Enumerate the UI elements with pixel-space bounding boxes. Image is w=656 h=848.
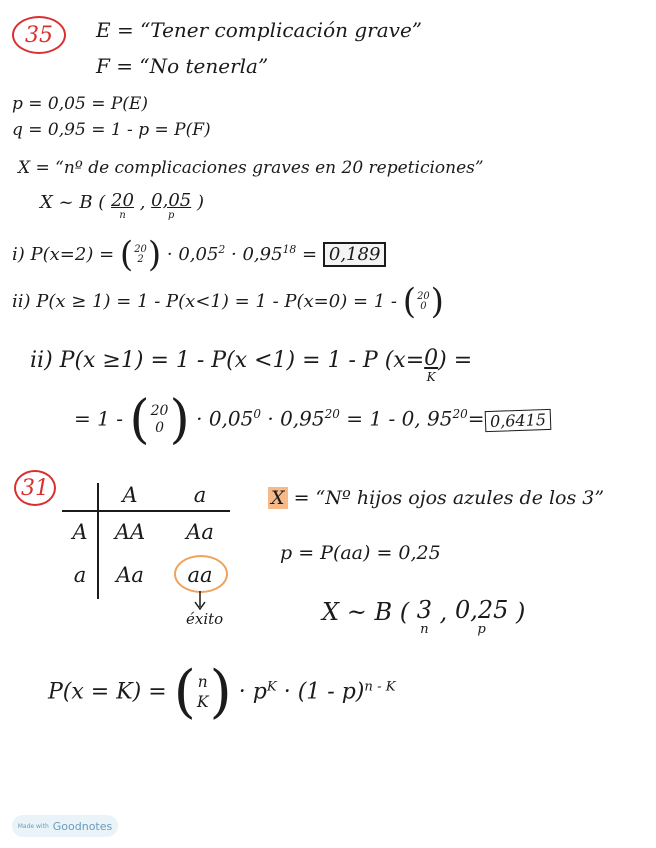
part-i-exp2: 18 — [282, 243, 297, 257]
k-value — [424, 348, 438, 383]
part-i-equals: = — [302, 244, 318, 266]
definition-event-f: F = “No tenerla” — [96, 54, 269, 78]
part-ii-line2-mid2: · 0,95 — [267, 406, 325, 431]
distribution-separator: , — [439, 598, 448, 626]
part-i-middle: · 0,05 — [166, 244, 219, 266]
parameter-p — [455, 598, 508, 636]
random-variable-definition: X = “nº de complicaciones graves en 20 repeticiones” — [18, 158, 484, 178]
part-ii-line2-equals: = — [467, 406, 485, 431]
table-row-header-2: a — [73, 563, 87, 587]
parameter-p-value: 0,05 — [151, 190, 192, 211]
binomial-distribution-31 — [322, 598, 525, 636]
part-i-prefix: i) P(x=2) = — [12, 244, 115, 266]
arrow-down-icon — [192, 590, 208, 612]
random-variable-text: = “Nº hijos ojos azules de los 3” — [293, 487, 605, 509]
table-cell: Aa — [186, 520, 214, 544]
part-i-result-box: 0,189 — [323, 242, 387, 267]
formula-middle: · p — [238, 679, 267, 705]
formula-middle2: · (1 - p) — [283, 679, 365, 705]
binom-bottom: 0 — [155, 420, 164, 436]
binom-top: 20 — [134, 243, 147, 255]
part-ii-line2-mid: · 0,05 — [196, 406, 254, 431]
binomial-formula — [48, 659, 396, 725]
binom-top: 20 — [150, 402, 169, 419]
probability-q-line: q = 0,95 = 1 - p = P(F) — [12, 120, 211, 140]
table-cell: AA — [114, 520, 146, 544]
definition-event-e: E = “Tener complicación grave” — [96, 18, 423, 42]
binomial-coefficient: ( n K ) — [173, 659, 232, 725]
table-col-header-1: A — [122, 483, 138, 507]
parameter-n — [111, 192, 134, 221]
highlighted-variable-x: X — [268, 487, 288, 509]
part-ii-line1-prefix: ii) P(x ≥1) = 1 - P(x <1) = 1 - P (x= — [30, 348, 425, 373]
table-cell: Aa — [116, 563, 144, 587]
binom-bottom: 0 — [420, 301, 427, 313]
distribution-suffix: ) — [196, 192, 204, 213]
table-horizontal-line — [62, 510, 230, 512]
table-col-header-2: a — [193, 483, 207, 507]
part-ii-line1-suffix: ) = — [438, 348, 473, 373]
problem-number-31 — [14, 470, 56, 506]
goodnotes-badge — [12, 815, 118, 837]
parameter-n-value: 20 — [111, 190, 134, 211]
part-ii-line2-mid3: = 1 - 0, 95 — [346, 406, 453, 431]
problem-number-35 — [12, 16, 66, 54]
probability-line: p = P(aa) = 0,25 — [280, 542, 441, 564]
success-outcome-circle — [174, 555, 228, 593]
part-ii-draft — [12, 282, 445, 322]
part-ii-line2-exp1: 0 — [253, 406, 261, 421]
binom-bottom: 2 — [137, 254, 144, 266]
part-ii-line-2 — [74, 390, 550, 450]
part-ii-line2-prefix: = 1 - — [74, 406, 123, 431]
parameter-n-value: 3 — [416, 596, 433, 624]
binom-bottom: K — [196, 692, 209, 711]
k-value-number: 0 — [424, 346, 439, 371]
table-cell: aa — [187, 563, 213, 587]
part-i-exp1: 2 — [218, 243, 226, 257]
table-vertical-line — [97, 483, 99, 599]
badge-made-with: Made with — [17, 822, 49, 830]
binomial-coefficient: ( 20 0 ) — [129, 390, 190, 450]
distribution-prefix: X ~ B ( — [40, 192, 106, 213]
table-row-header-1: A — [72, 520, 88, 544]
formula-prefix: P(x = K) = — [48, 679, 167, 705]
parameter-p-label: p — [477, 622, 486, 637]
distribution-prefix: X ~ B ( — [322, 598, 410, 626]
formula-exp1: K — [266, 679, 277, 695]
k-value-label: K — [426, 370, 436, 384]
parameter-p — [151, 192, 191, 221]
parameter-n — [417, 598, 432, 636]
distribution-separator: , — [139, 192, 146, 213]
parameter-n-label: n — [420, 622, 429, 637]
part-ii-draft-prefix: ii) P(x ≥ 1) = 1 - P(x<1) = 1 - P(x=0) = 1 - — [12, 291, 398, 313]
binomial-coefficient: ( 20 2 ) — [119, 235, 162, 275]
problem-number-text: 31 — [21, 475, 49, 501]
part-ii-line2-exp2: 20 — [324, 406, 340, 421]
part-ii-line-1 — [30, 348, 472, 383]
parameter-n-label: n — [119, 210, 126, 221]
part-i-middle2: · 0,95 — [231, 244, 283, 266]
part-i-calculation — [12, 235, 386, 275]
binomial-distribution-35 — [40, 192, 204, 221]
probability-p-line: p = 0,05 = P(E) — [12, 94, 148, 114]
formula-exp2: n - K — [364, 679, 396, 695]
parameter-p-label: p — [168, 210, 175, 221]
problem-number-text: 35 — [25, 22, 53, 48]
binomial-coefficient: ( 20 0 ) — [402, 282, 445, 322]
distribution-suffix: ) — [516, 598, 526, 626]
part-ii-result-box: 0,6415 — [484, 408, 551, 431]
random-variable-definition — [268, 487, 604, 509]
binom-top: 20 — [417, 290, 430, 302]
badge-brand: Goodnotes — [52, 819, 113, 833]
parameter-p-value: 0,25 — [454, 596, 509, 624]
success-label: éxito — [186, 610, 224, 628]
part-ii-line2-exp3: 20 — [452, 406, 468, 421]
binom-top: n — [197, 673, 208, 692]
